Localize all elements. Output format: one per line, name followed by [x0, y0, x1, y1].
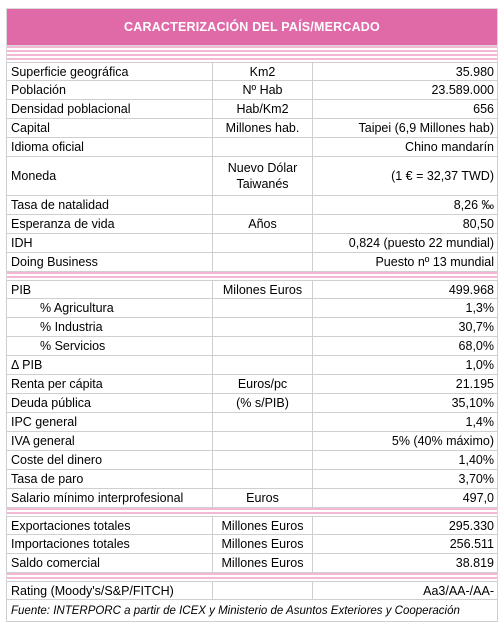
row-value: 5% (40% máximo) [391, 434, 494, 448]
row-value: Taipei (6,9 Millones hab) [358, 121, 494, 135]
row-value: 8,26 ‰ [453, 198, 494, 212]
row-unit [213, 451, 313, 469]
row-label: Tasa de natalidad [7, 196, 213, 214]
table-row [6, 581, 498, 600]
row-value: 21.195 [455, 377, 494, 391]
table-row [6, 394, 498, 413]
row-unit [213, 196, 313, 214]
table-row [6, 375, 498, 394]
table-row [6, 280, 498, 299]
table-row [6, 318, 498, 337]
row-unit: Nuevo Dólar Taiwanés [213, 157, 313, 195]
row-value: 1,3% [465, 301, 494, 315]
row-unit [213, 318, 313, 336]
table-row [6, 432, 498, 451]
row-unit [213, 299, 313, 317]
table-row [6, 157, 498, 196]
row-value: 256.511 [449, 537, 494, 551]
row-label: Coste del dinero [7, 451, 213, 469]
row-unit: Milones Euros [213, 281, 313, 298]
row-label: Esperanza de vida [7, 215, 213, 233]
row-label: % Servicios [7, 337, 213, 355]
row-value: 30,7% [458, 320, 494, 334]
table-row [6, 81, 498, 100]
row-unit: Km2 [213, 63, 313, 80]
row-label: Población [7, 81, 213, 99]
table-row [6, 234, 498, 253]
row-value: 295.330 [448, 518, 494, 533]
row-label: Renta per cápita [7, 375, 213, 393]
row-unit: Millones Euros [213, 535, 313, 553]
row-unit: (% s/PIB) [213, 394, 313, 412]
row-unit: Euros/pc [213, 375, 313, 393]
table-row [6, 138, 498, 157]
table-row [6, 253, 498, 272]
row-value: 497,0 [462, 491, 494, 505]
row-value: 35.980 [455, 64, 494, 79]
row-value: 1,4% [465, 415, 494, 429]
row-unit [213, 234, 313, 252]
row-label: Importaciones totales [7, 535, 213, 553]
table-body [6, 62, 498, 600]
section-spacer [6, 573, 498, 581]
row-label: Salario mínimo interprofesional [7, 489, 213, 507]
row-label: Capital [7, 119, 213, 137]
row-label: Tasa de paro [7, 470, 213, 488]
row-unit [213, 337, 313, 355]
table-row [6, 516, 498, 535]
table-row [6, 196, 498, 215]
row-value: 38.819 [455, 556, 494, 570]
table-row [6, 489, 498, 508]
row-value: 499.968 [448, 282, 494, 297]
row-unit: Euros [213, 489, 313, 507]
table-row [6, 215, 498, 234]
row-value: 68,0% [458, 339, 494, 353]
row-unit: Millones hab. [213, 119, 313, 137]
row-label: Saldo comercial [7, 554, 213, 572]
row-value: 23.589.000 [431, 83, 494, 97]
table-row [6, 62, 498, 81]
row-value: 3,70% [458, 472, 494, 486]
row-unit: Millones Euros [213, 517, 313, 534]
section-spacer [6, 272, 498, 280]
row-label: Idioma oficial [7, 138, 213, 156]
table-row [6, 100, 498, 119]
row-label: IDH [7, 234, 213, 252]
row-label: Moneda [7, 157, 213, 195]
table-row [6, 413, 498, 432]
row-label: IPC general [7, 413, 213, 431]
row-value: 656 [473, 102, 494, 116]
table-row [6, 299, 498, 318]
row-value: Puesto nº 13 mundial [375, 255, 494, 269]
table-row [6, 470, 498, 489]
row-value: 80,50 [462, 217, 494, 231]
row-label: Densidad poblacional [7, 100, 213, 118]
table-row [6, 554, 498, 573]
row-unit [213, 470, 313, 488]
section-spacer [6, 46, 498, 62]
row-value: (1 € = 32,37 TWD) [391, 169, 494, 183]
row-unit: Millones Euros [213, 554, 313, 572]
row-label: % Agricultura [7, 299, 213, 317]
row-value: 0,824 (puesto 22 mundial) [348, 236, 494, 250]
row-unit [213, 253, 313, 271]
table-row [6, 356, 498, 375]
row-unit: Años [213, 215, 313, 233]
row-unit [213, 582, 313, 599]
row-unit: Nº Hab [213, 81, 313, 99]
row-unit [213, 413, 313, 431]
row-label: PIB [7, 281, 213, 298]
row-value: 1,0% [465, 358, 494, 372]
row-label: Δ PIB [7, 356, 213, 374]
row-label: Exportaciones totales [7, 517, 213, 534]
row-label: Doing Business [7, 253, 213, 271]
row-unit [213, 432, 313, 450]
row-unit: Hab/Km2 [213, 100, 313, 118]
source-note: Fuente: INTERPORC a partir de ICEX y Ministerio de Asuntos Exteriores y Cooperación [6, 600, 498, 622]
row-label: Deuda pública [7, 394, 213, 412]
row-value: Aa3/AA-/AA- [423, 583, 494, 598]
row-value: Chino mandarín [405, 140, 494, 154]
table-row [6, 535, 498, 554]
country-profile-table [6, 8, 498, 622]
row-unit [213, 356, 313, 374]
table-row [6, 451, 498, 470]
table-row [6, 119, 498, 138]
row-label: IVA general [7, 432, 213, 450]
table-title: CARACTERIZACIÓN DEL PAÍS/MERCADO [6, 8, 498, 46]
table-row [6, 337, 498, 356]
row-value: 1,40% [458, 453, 494, 467]
row-label: Rating (Moody's/S&P/FITCH) [7, 582, 213, 599]
row-label: % Industria [7, 318, 213, 336]
section-spacer [6, 508, 498, 516]
row-unit [213, 138, 313, 156]
row-label: Superficie geográfica [7, 63, 213, 80]
row-value: 35,10% [451, 396, 494, 410]
